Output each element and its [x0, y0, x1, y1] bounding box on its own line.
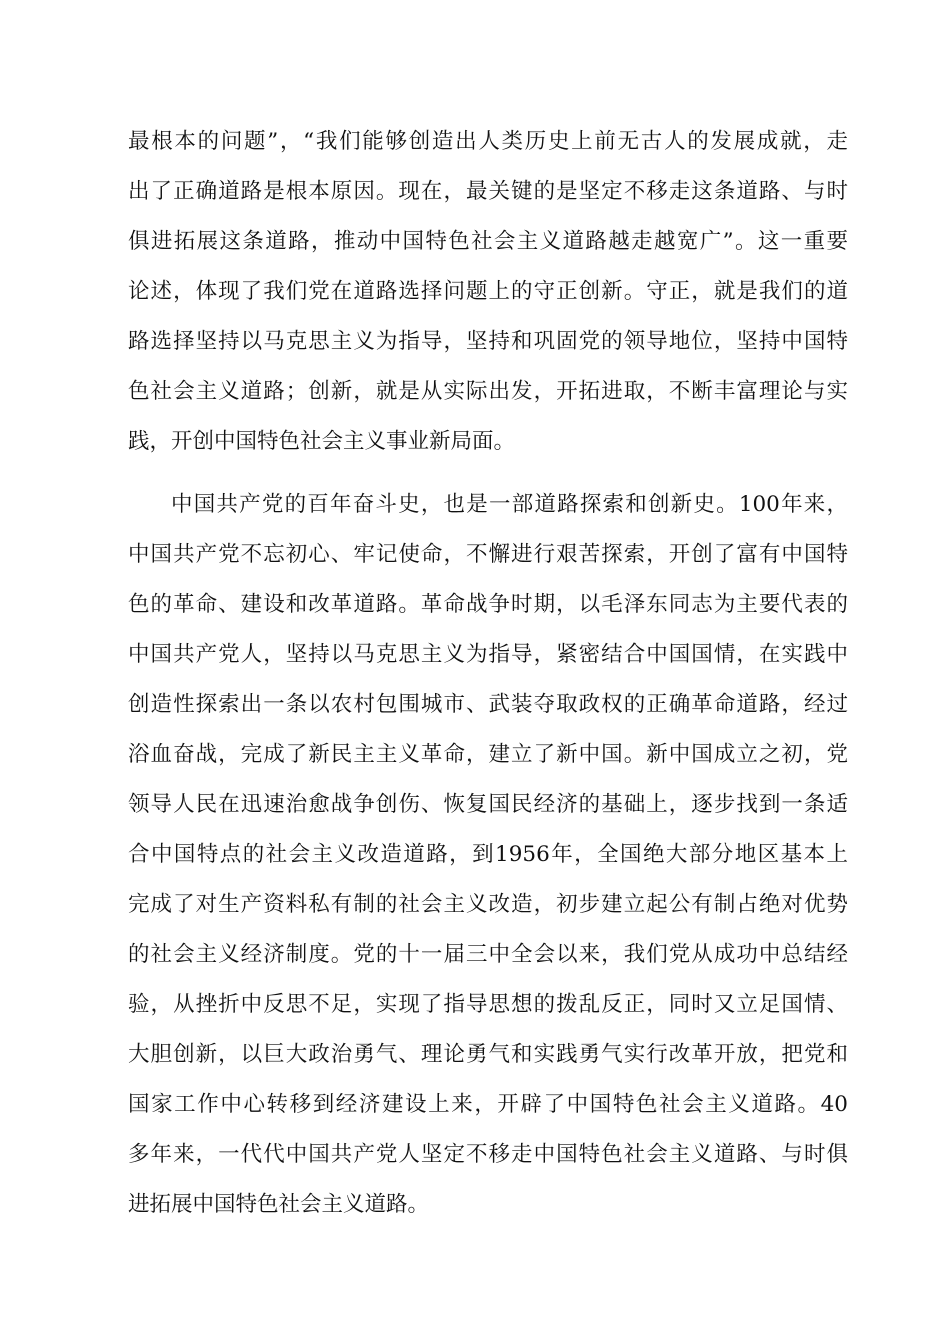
- paragraph-line: 俱进拓展这条道路，推动中国特色社会主义道路越走越宽广”。这一重要: [128, 229, 848, 254]
- paragraph-line: 中国共产党不忘初心、牢记使命，不懈进行艰苦探索，开创了富有中国特: [128, 542, 848, 567]
- paragraph-line: 论述，体现了我们党在道路选择问题上的守正创新。守正，就是我们的道: [128, 279, 848, 304]
- paragraph-line: 色社会主义道路；创新，就是从实际出发，开拓进取，不断丰富理论与实: [128, 379, 848, 404]
- paragraph-line: 国家工作中心转移到经济建设上来，开辟了中国特色社会主义道路。40: [128, 1092, 848, 1117]
- paragraph-line: 合中国特点的社会主义改造道路，到1956年，全国绝大部分地区基本上: [128, 842, 848, 867]
- paragraph-1: [128, 117, 848, 467]
- paragraph-line: 最根本的问题”，“我们能够创造出人类历史上前无古人的发展成就，走: [128, 129, 848, 154]
- paragraph-line: 创造性探索出一条以农村包围城市、武装夺取政权的正确革命道路，经过: [128, 692, 848, 717]
- paragraph-line: 浴血奋战，完成了新民主主义革命，建立了新中国。新中国成立之初，党: [128, 742, 848, 767]
- paragraph-line: 色的革命、建设和改革道路。革命战争时期，以毛泽东同志为主要代表的: [128, 592, 848, 617]
- paragraph-line: 多年来，一代代中国共产党人坚定不移走中国特色社会主义道路、与时俱: [128, 1142, 848, 1167]
- paragraph-line: 验，从挫折中反思不足，实现了指导思想的拨乱反正，同时又立足国情、: [128, 992, 848, 1017]
- paragraph-line: 进拓展中国特色社会主义道路。: [128, 1192, 430, 1217]
- paragraph-line: 大胆创新，以巨大政治勇气、理论勇气和实践勇气实行改革开放，把党和: [128, 1042, 848, 1067]
- paragraph-line: 完成了对生产资料私有制的社会主义改造，初步建立起公有制占绝对优势: [128, 892, 848, 917]
- paragraph-line: 领导人民在迅速治愈战争创伤、恢复国民经济的基础上，逐步找到一条适: [128, 792, 848, 817]
- paragraph-line: 路选择坚持以马克思主义为指导，坚持和巩固党的领导地位，坚持中国特: [128, 329, 848, 354]
- paragraph-line: 中国共产党人，坚持以马克思主义为指导，紧密结合中国国情，在实践中: [128, 642, 848, 667]
- paragraph-line: 的社会主义经济制度。党的十一届三中全会以来，我们党从成功中总结经: [128, 942, 848, 967]
- paragraph-2: [128, 480, 848, 1230]
- paragraph-line: 中国共产党的百年奋斗史，也是一部道路探索和创新史。100年来，: [171, 492, 848, 517]
- paragraph-line: 出了正确道路是根本原因。现在，最关键的是坚定不移走这条道路、与时: [128, 179, 848, 204]
- paragraph-line: 践，开创中国特色社会主义事业新局面。: [128, 429, 516, 454]
